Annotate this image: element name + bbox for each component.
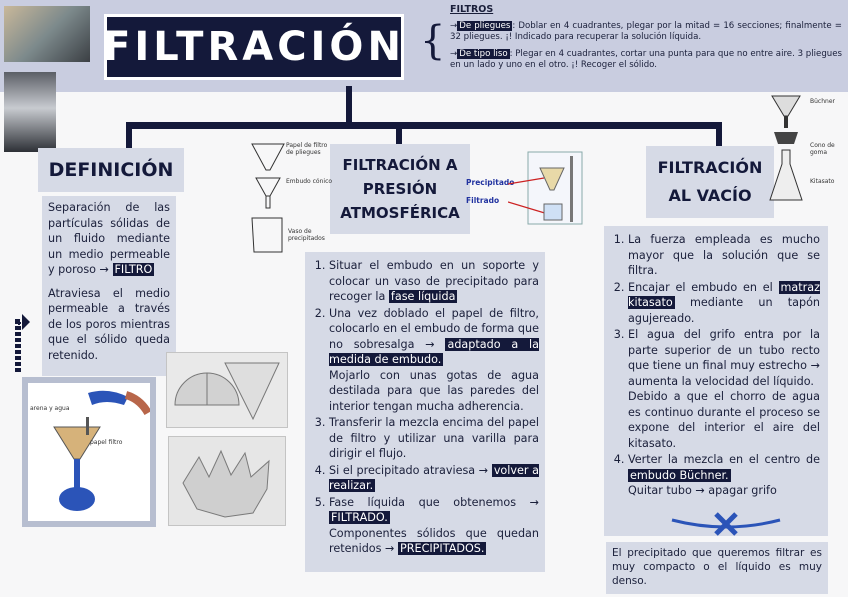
curved-arrow-icon [4, 304, 30, 374]
presion-step-2-extra: Mojarlo con unas gotas de agua destilada para que las paredes del interior tengan mucha adherencia. [329, 368, 539, 413]
filtros-pliegues-label: De pliegues [459, 21, 511, 31]
filtration-illustration-inner [28, 383, 150, 521]
filtration-illustration [22, 377, 156, 527]
presion-step-2-text: Una vez doblado el papel de filtro, colocarlo en el embudo de forma que no sobresalga → [329, 306, 539, 351]
vacio-heading-2: AL VACÍO [668, 186, 752, 205]
presion-body [305, 252, 545, 572]
cono-label: Cono de goma [810, 142, 835, 156]
arena-label: arena y agua [30, 405, 70, 412]
presion-step-4-hl: volver a realizar. [329, 463, 539, 492]
presion-heading-1: FILTRACIÓN A [342, 156, 458, 174]
presion-step-1 [329, 258, 539, 305]
vacio-step-2 [628, 280, 820, 327]
brace-icon: { [420, 18, 446, 64]
vacio-step-2-hl: matraz kitasato [628, 280, 820, 309]
vacio-step-4-text-a: Verter la mezcla en el centro de [628, 453, 820, 466]
cone-paper-icon [167, 353, 287, 427]
presion-steps [309, 258, 539, 557]
vacio-steps [608, 232, 820, 499]
presion-heading-3: ATMOSFÉRICA [340, 204, 460, 222]
filtrado-label: Filtrado [466, 196, 500, 205]
vacio-step-4-extra: Quitar tubo → apagar grifo [628, 484, 777, 497]
filtros-pliegues-text: : Doblar en 4 cuadrantes, plegar por la mitad = 16 secciones; finalmente = 32 pliegues. ¡! Indicado para recuperar la solución líquida. [450, 21, 842, 42]
definicion-body [42, 196, 176, 376]
definicion-p2: Atraviesa el medio permeable a través de los poros mientras que el sólido queda retenido. [48, 286, 170, 362]
presion-heading-2: PRESIÓN [362, 180, 438, 198]
vacio-note-text: El precipitado que queremos filtrar es muy compacto o el líquido es muy denso. [612, 547, 822, 587]
funnel-drawing-icon [28, 383, 150, 521]
filtros-heading: FILTROS [450, 4, 494, 15]
title-box [104, 14, 404, 80]
lab-photo-bottom [4, 72, 56, 152]
presion-step-5 [329, 495, 539, 557]
papel-label: papel filtro [90, 439, 123, 446]
definicion-heading [38, 148, 184, 192]
vacio-step-1: 1. La fuerza empleada es mucho mayor que la solución que se filtra. [628, 232, 820, 279]
vacio-body [604, 226, 828, 536]
buchner-kitasato-icon [768, 94, 804, 206]
presion-step-5-hl2: PRECIPITADOS. [399, 542, 485, 555]
funnel-beaker-icon [248, 140, 288, 258]
presion-step-2 [329, 306, 539, 415]
vaso-precipitados-label: Vaso de precipitados [288, 228, 325, 242]
definicion-p1 [48, 200, 170, 278]
filtros-liso-text: : Plegar en 4 cuadrantes, cortar una punta para que no entre aire. 3 pliegues en un lado y uno en el otro. ¡! Recoger el sólido. [450, 49, 842, 70]
lab-photo-top [4, 6, 90, 62]
vacio-step-3 [628, 327, 820, 451]
kitasato-label: Kitasato [810, 178, 835, 185]
vacio-step-2-text-a: Encajar el embudo en el [628, 280, 773, 294]
vacio-note [606, 542, 828, 594]
buchner-label: Büchner [810, 98, 835, 105]
presion-heading [330, 144, 470, 234]
presion-step-5-hl: FILTRADO. [331, 511, 388, 524]
papel-filtro-label: Papel de filtro de pliegues [286, 142, 328, 156]
filtros-liso: → De tipo liso : Plegar en 4 cuadrantes, cortar una punta para que no entre aire. 3 pliegues en un lado y uno en el otro. ¡! Recoger el sólido. [450, 49, 842, 70]
page-title: FILTRACIÓN [103, 24, 405, 70]
presion-step-1-text: Situar el embudo en un soporte y colocar un vaso de precipitado para recoger la [329, 259, 539, 303]
presion-step-5-text: Fase líquida que obtenemos → [329, 495, 539, 509]
filtros-panel [450, 4, 842, 88]
filtros-liso-label: De tipo liso [459, 49, 508, 59]
vacio-step-4 [628, 452, 820, 499]
vacio-heading [646, 146, 774, 218]
presion-step-4 [329, 463, 539, 494]
pleated-paper-icon [169, 437, 285, 525]
presion-step-1-hl: fase líquida [390, 290, 456, 303]
definicion-filtro: FILTRO [114, 263, 153, 276]
vacio-step-4-hl: embudo Büchner. [630, 468, 729, 482]
filtros-pliegues: → De pliegues : Doblar en 4 cuadrantes, plegar por la mitad = 16 secciones; finalmente = 32 pliegues. ¡! Indicado para recuperar la solución líquida. [450, 21, 842, 42]
presion-step-3: 3. Transferir la mezcla encima del papel de filtro y utilizar una varilla para dirigir el flujo. [329, 415, 539, 462]
precipitado-label: Precipitado [466, 178, 515, 187]
connector-horizontal [126, 122, 722, 129]
embudo-conico-label: Embudo cónico [286, 178, 333, 185]
presion-step-5-extra: Componentes sólidos que quedan retenidos → [329, 526, 539, 555]
definicion-heading-text: DEFINICIÓN [48, 159, 174, 181]
vacio-step-3-extra: Debido a que el chorro de agua es continuo durante el proceso se expone del interior el aire del kitasato. [628, 390, 820, 450]
connector-vertical-main [346, 86, 352, 126]
presion-step-2-hl: adaptado a la medida de embudo. [329, 337, 539, 366]
definicion-p1-text: Separación de las partículas sólidas de un fluido mediante un medio permeable y poroso → [48, 201, 170, 276]
vacio-heading-1: FILTRACIÓN [657, 158, 763, 177]
filter-paper-pleated [168, 436, 286, 526]
filtration-setup-icon [508, 150, 584, 226]
presion-step-4-text: Si el precipitado atraviesa → [329, 463, 489, 477]
vacio-step-2-text-b: mediante un tapón agujereado. [628, 296, 821, 325]
filter-paper-flat [166, 352, 288, 428]
double-arrow-icon [668, 508, 784, 538]
vacio-step-3-text: El agua del grifo entra por la parte superior de un tubo recto que tiene un final muy estrecho → aumenta la velocidad del líquido. [628, 328, 820, 388]
